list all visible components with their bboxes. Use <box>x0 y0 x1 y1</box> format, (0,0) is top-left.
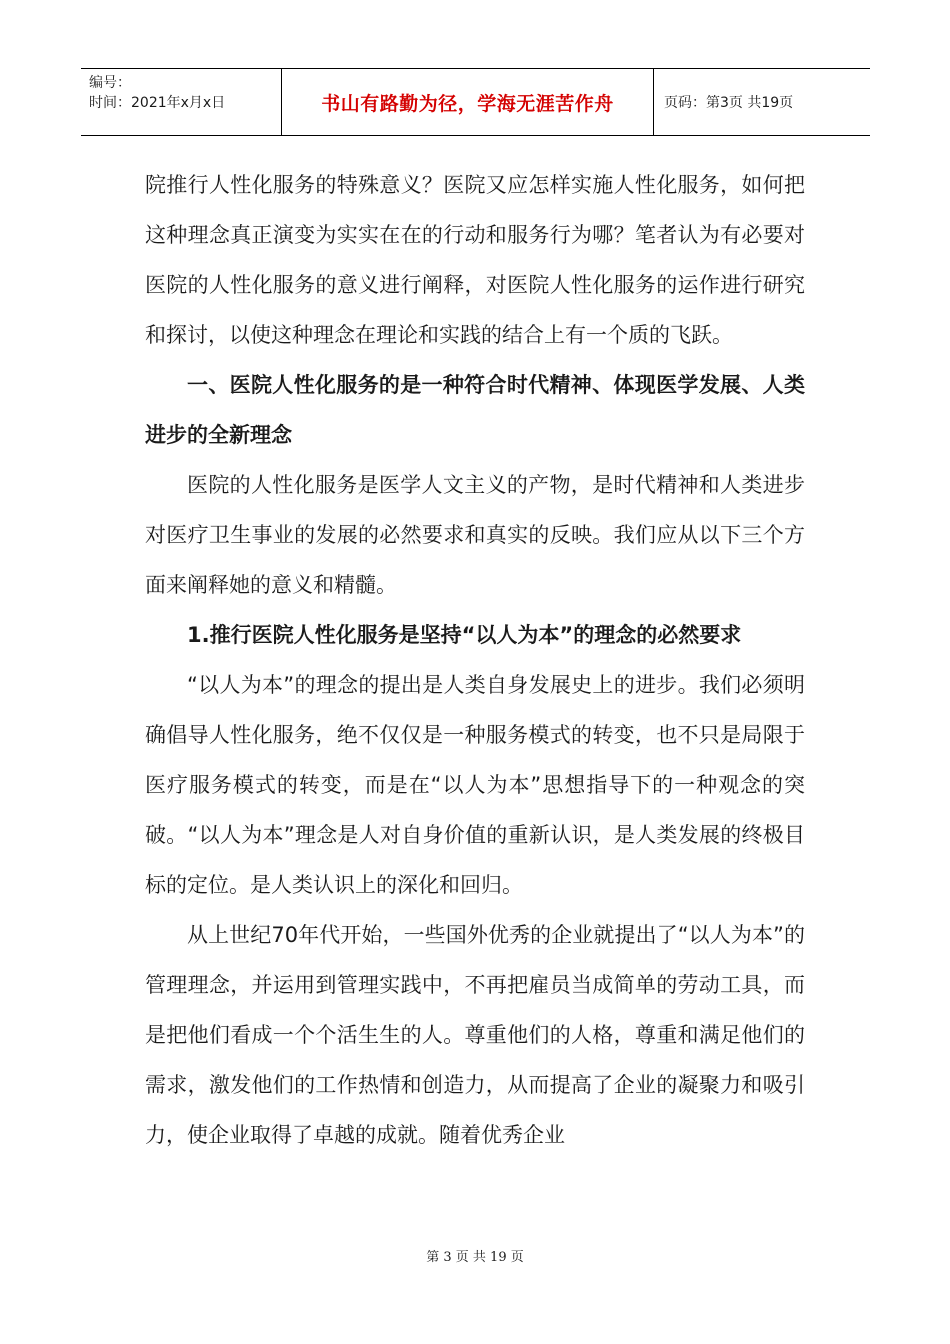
section-heading-1: 一、医院人性化服务的是一种符合时代精神、体现医学发展、人类进步的全新理念 <box>145 373 805 447</box>
header-meta <box>81 69 282 135</box>
paragraph: “以人为本”的理念的提出是人类自身发展史上的进步。我们必须明确倡导人性化服务，绝不仅仅是一种服务模式的转变，也不只是局限于医疗服务模式的转变，而是在“以人为本”思想指导下的一种观念的突破。“以人为本”理念是人对自身价值的重新认识，是人类发展的终极目标的定位。是人类认识上的深化和回归。 <box>145 673 805 897</box>
document-number-label: 编号： <box>89 75 131 91</box>
document-body <box>145 160 805 1160</box>
header-motto: 书山有路勤为径，学海无涯苦作舟 <box>282 69 654 135</box>
paragraph: 医院的人性化服务是医学人文主义的产物，是时代精神和人类进步对医疗卫生事业的发展的必然要求和真实的反映。我们应从以下三个方面来阐释她的意义和精髓。 <box>145 473 805 597</box>
subsection-heading-1: 1.推行医院人性化服务是坚持“以人为本”的理念的必然要求 <box>187 623 742 647</box>
page-header <box>81 68 870 136</box>
page-footer: 第 3 页 共 19 页 <box>426 1250 524 1265</box>
paragraph: 从上世纪70年代开始，一些国外优秀的企业就提出了“以人为本”的管理理念，并运用到管理实践中，不再把雇员当成简单的劳动工具，而是把他们看成一个个活生生的人。尊重他们的人格，尊重和满足他们的需求，激发他们的工作热情和创造力，从而提高了企业的凝聚力和吸引力，使企业取得了卓越的成就。随着优秀企业 <box>145 923 805 1147</box>
paragraph-continuation: 院推行人性化服务的特殊意义？医院又应怎样实施人性化服务，如何把这种理念真正演变为实实在在的行动和服务行为哪？笔者认为有必要对医院的人性化服务的意义进行阐释，对医院人性化服务的运作进行研究和探讨，以使这种理念在理论和实践的结合上有一个质的飞跃。 <box>145 173 805 347</box>
header-page-info: 页码：第3页 共19页 <box>664 95 794 111</box>
document-date: 时间：2021年x月x日 <box>89 95 226 111</box>
